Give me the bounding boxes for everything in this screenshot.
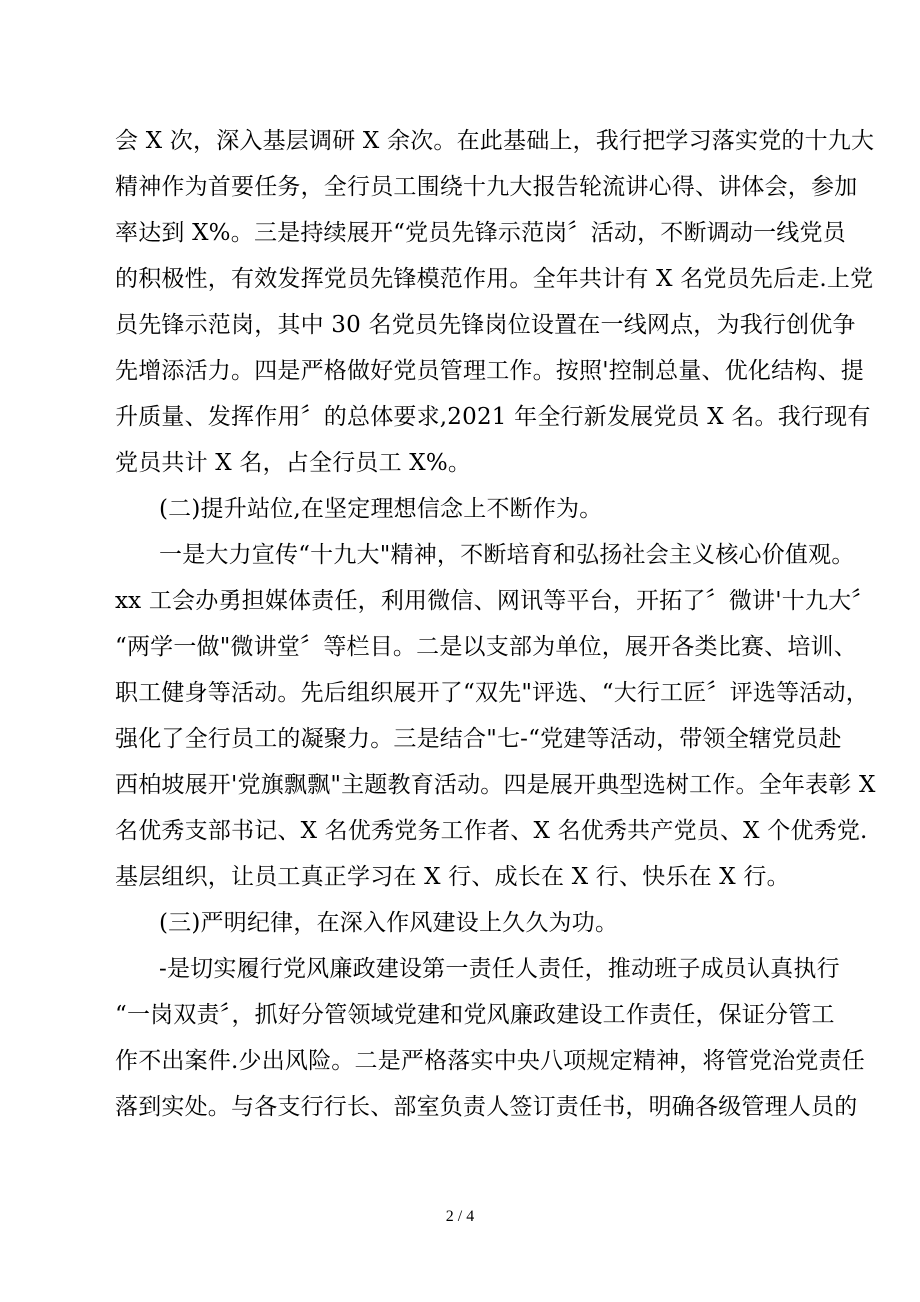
text-line: 西柏坡展开'党旗飘飘"主题教育活动。四是展开典型选树工作。全年表彰 X [115,772,876,798]
text-line: xx 工会办勇担媒体责任，利用微信、网讯等平台，开拓了〞微讲'十九大〞 [115,588,875,614]
text-line: 先增添活力。四是严格做好党员管理工作。按照'控制总量、优化结构、提 [115,358,864,384]
text-line: 升质量、发挥作用〞的总体要求,2021 年全行新发展党员 X 名。我行现有 [115,404,871,430]
paragraph-start: -是切实履行党风廉政建设第一责任人责任，推动班子成员认真执行 [159,956,840,982]
text-line: 名优秀支部书记、X 名优秀党务工作者、X 名优秀共产党员、X 个优秀党. [115,818,868,844]
text-line: 会 X 次，深入基层调研 X 余次。在此基础上，我行把学习落实党的十九大 [115,128,875,154]
section-heading: (三)严明纪律，在深入作风建设上久久为功。 [159,910,619,936]
text-line: 党员共计 X 名，占全行员工 X%。 [115,450,472,476]
text-line: 率达到 X%。三是持续展开“党员先锋示范岗〞活动，不断调动一线党员 [115,220,846,246]
text-line: 基层组织，让员工真正学习在 X 行、成长在 X 行、快乐在 X 行。 [115,864,790,890]
paragraph-start: 一是大力宣传“十九大"精神，不断培育和弘扬社会主义核心价值观。 [159,542,855,568]
text-line: 的积极性，有效发挥党员先锋模范作用。全年共计有 X 名党员先后走.上党 [115,266,874,292]
text-line: 作不出案件.少出风险。二是严格落实中央八项规定精神，将管党治党责任 [115,1048,865,1074]
text-line: 职工健身等活动。先后组织展开了“双先"评选、“大行工匠〞评选等活动， [115,680,869,706]
document-body [115,118,876,1130]
text-line: 强化了全行员工的凝聚力。三是结合"七-“党建等活动，带领全辖党员赴 [115,726,842,752]
section-heading: (二)提升站位,在坚定理想信念上不断作为。 [159,496,603,522]
text-line: 落到实处。与各支行行长、部室负责人签订责任书，明确各级管理人员的 [115,1094,858,1120]
text-line: 员先锋示范岗，其中 30 名党员先锋岗位设置在一线网点，为我行创优争 [115,312,856,338]
text-line: “两学一做"微讲堂〞等栏目。二是以支部为单位，展开各类比赛、培训、 [115,634,857,660]
text-line: 精神作为首要任务，全行员工围绕十九大报告轮流讲心得、讲体会，参加 [115,174,858,200]
page-number: 2 / 4 [445,1208,475,1225]
text-line: “一岗双责〞，抓好分管领域党建和党风廉政建设工作责任，保证分管工 [115,1002,835,1028]
